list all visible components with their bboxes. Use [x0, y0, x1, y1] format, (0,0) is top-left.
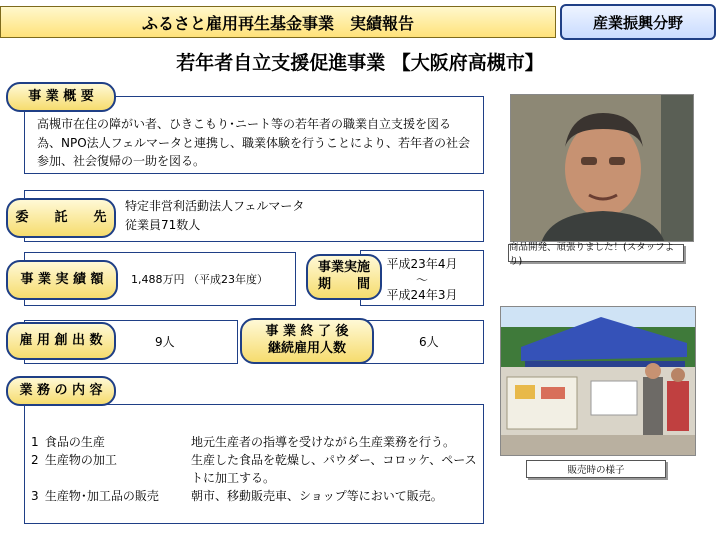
- overview-text: 高槻市在住の障がい者、ひきこもり･ニート等の若年者の職業自立支援を図る為、NPO法人フェルマータと連携し、職業体験を行うことにより、若年者の社会参加、社会復帰の一助を図る。: [37, 117, 471, 169]
- results-label: 事 業 実 績 額: [6, 260, 118, 300]
- period-end: 平成24年3月: [386, 287, 458, 302]
- task-description: 地元生産者の指導を受けながら生産業務を行う。: [190, 435, 455, 449]
- contractor-label: 委 託 先: [6, 198, 116, 238]
- employment-label: 雇 用 創 出 数: [6, 322, 116, 360]
- results-value: 1,488万円 （平成23年度）: [131, 273, 268, 286]
- continued-value: 6人: [419, 335, 439, 349]
- sales-photo-caption: 販売時の様子: [526, 460, 666, 478]
- task-description: 生産した食品を乾燥し、パウダー、コロッケ、ペーストに加工する。: [190, 453, 477, 485]
- period-label: 事業実施 期 間: [306, 254, 382, 300]
- task-row: [31, 487, 477, 505]
- task-description: 朝市、移動販売車、ショップ等において販売。: [190, 489, 443, 503]
- task-number: 1: [31, 435, 39, 449]
- continued-label: 事 業 終 了 後 継続雇用人数: [240, 318, 374, 364]
- tasks-label: 業 務 の 内 容: [6, 376, 116, 406]
- task-row: [31, 433, 477, 451]
- contractor-staff: 従業員71数人: [125, 217, 201, 232]
- staff-photo-image: [511, 95, 694, 242]
- contractor-name: 特定非営利活動法人フェルマータ: [125, 199, 305, 213]
- task-name: 生産物･加工品の販売: [44, 489, 159, 503]
- header-band-title: ふるさと雇用再生基金事業 実績報告: [141, 13, 414, 33]
- category-tag-label: 産業振興分野: [592, 13, 683, 32]
- tasks-table: [31, 433, 477, 505]
- period-start: 平成23年4月: [386, 257, 458, 271]
- continued-box: [358, 320, 484, 364]
- sales-photo: [500, 306, 696, 456]
- page-title: 若年者自立支援促進事業 【大阪府高槻市】: [176, 52, 544, 74]
- staff-photo-caption: 商品開発、頑張りました！(スタッフより): [508, 244, 684, 262]
- period-separator: ～: [415, 272, 428, 287]
- category-tag: [560, 4, 716, 40]
- task-number: 3: [31, 489, 39, 503]
- task-name: 生産物の加工: [44, 453, 117, 467]
- tasks-box: [24, 404, 484, 524]
- task-number: 2: [31, 453, 39, 467]
- staff-photo: [510, 94, 694, 242]
- header-band: [0, 6, 556, 38]
- employment-value: 9人: [155, 335, 175, 349]
- overview-label: 事 業 概 要: [6, 82, 116, 112]
- task-row: [31, 451, 477, 487]
- sales-photo-image: [501, 307, 696, 456]
- task-name: 食品の生産: [44, 435, 105, 449]
